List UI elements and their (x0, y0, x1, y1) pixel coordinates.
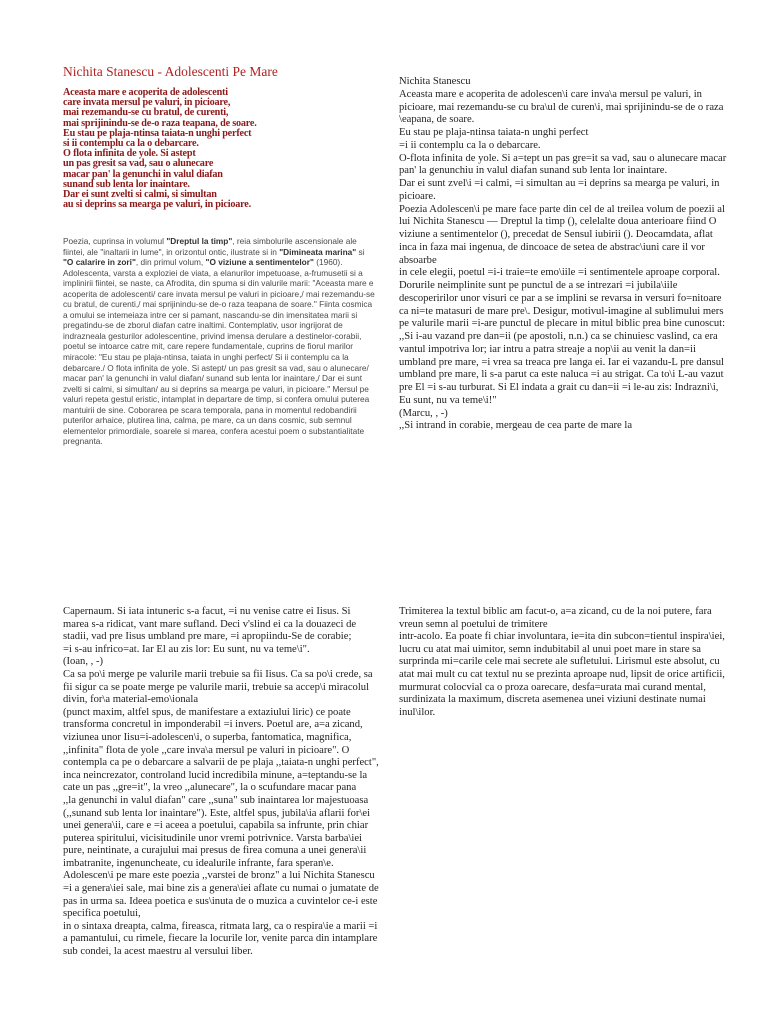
paragraph: Ca sa po\i merge pe valurile marii trebuie sa fii Iisus. Ca sa po\i crede, sa fii sigur ca se poate merge pe valurile marii, trebuie sa accep\i miracolul divin, for\a material-emo\ionala (63, 668, 373, 706)
essay-part: , reia simbolurile ascensionale ale fiintei, ale "inaltarii in lume", in orizontul ontic, ilustrate si in (63, 236, 357, 257)
poem-line: un pas gresit sa vad, sau o alunecare (63, 158, 214, 170)
page-title: Nichita Stanescu - Adolescenti Pe Mare (63, 64, 278, 79)
paragraph: (punct maxim, altfel spus, de manifestare a extaziului liric) ce poate transforma concretul in imponderabil =i invers. Poetul are, a=a zicand, viziunea unor Iisu=i-adolescen\i, o superba, fantomatica, magnifica, ,,infinita" flota de yole ,,care inva\a mersul pe valuri in picioare". O contempla ca pe o debarcare a salvarii de pe plaja ,,taiata-n unghi perfect", inca neincrezator, controland lucid incredibila minune, a=teptandu-se la cate un pas ,,gre=it", la vreo ,,alunecare", la o scufundare macar pana (63, 706, 379, 794)
essay-part: (1960). Adolescenta, varsta a exploziei de viata, a elanurilor impetuoase, a-frumusetii si a implinirii fiintei, se naste, ca Afrodita, din spuma si din valurile marii: "Aceasta mare e acoperita de adolescenti/ care invata mersul pe valuri in picioare,/ mai rezemandu-se cu bratul, de curenti,/ mai sprijinindu-se de-o raza teapana de soare." Fiinta cosmica a omului se intemeiaza intre cer si pamant, nascandu-se din imensitatea marii si pregatindu-se de zborul diafan catre inaltimi. Contemplativ, usor ingrijorat de indrazneala gesturilor adolescentine, privind imensa derulare a destinelor-corabii, poetul se intoarce catre mit, care repere fundamentale, cuprins de fiorul marilor miracole: "Eu stau pe plaja-ntinsa, taiata in unghi perfect/ Si ii contemplu ca la debarcare./ O flota infinita de yole. Si astept/ un pas gresit sa vad, sau o alunecare/ macar pan' la genunchi in valul diafan/ sunand sub lenta lor inaintare,/ Dar ei sunt zvelti si calmi, si simultan/ au si deprins sa mearga pe valuri, in picioare." Mersul pe valuri repeta gestul eristic, intamplat in departare de timp, si confera omului puterea mantuirii de sine. Coborarea pe scara temporala, pana in momentul redobandirii puterilor arhaice, plutirea lina, calma, pe mare, ca un dans cosmic, sub semnul elementelor primordiale, soarele si marea, confera acestui poem o substantialitate pregnanta. (63, 257, 375, 447)
paragraph: =i s-au infrico=at. Iar El au zis lor: Eu sunt, nu va teme\i". (63, 643, 310, 655)
paragraph: Eu stau pe plaja-ntinsa taiata-n unghi perfect (399, 127, 589, 138)
poem-title-ref: "Dimineata marina" (279, 246, 357, 257)
paragraph: ,,Si i-au vazand pre dan=ii (pe apostoli, n.n.) ca se chinuiesc vaslind, ca era vantul impotriva lor; iar intru a patra streaje a nop\ii au venit la dan=ii umbland pre mare, =i vrea sa treaca pre langa ei. Iar ei vazandu-L pre dansul umbland pre mare, li s-a parut ca este naluca =i au strigat. Ca to\i L-au vazut pre El =i s-au turburat. Si El indata a grait cu dan=ii =i le-au zis: Indrazni\i, Eu sunt, nu va teme\i!" (399, 331, 724, 406)
paragraph: Capernaum. Si iata intuneric s-a facut, =i nu venise catre ei Iisus. Si marea s-a ridicat, vant mare sufland. Deci v'slind ei ca la douazeci de stadii, vad pre Iisus umbland pre mare, =i apropiindu-Se de corabie; (63, 606, 357, 643)
essay-part: si (356, 246, 365, 257)
paragraph: =i ii contemplu ca la o debarcare. (399, 139, 541, 151)
citation: (Marcu, , -) (399, 407, 448, 419)
essay-part: , din primul volum, (135, 257, 206, 268)
paragraph: ,,Si intrand in corabie, mergeau de cea parte de mare la (399, 420, 633, 432)
paragraph: intr-acolo. Ea poate fi chiar involuntara, ie=ita din subcon=tientul inspira\iei, lucru cu atat mai uimitor, semn indubitabil al unui poet mare in stare sa surprinda mi=carile cele mai secrete ale sufletului. Lirismul este absolut, cu atat mai mult cu cat textul nu se prezinta aproape nud, lipsit de orice artificii, murmurat colocvial ca o proza oarecare, desfa=urata mai curand mental, surdinizata la maximum, discreta asemenea unei viziuni destinate numai inul\ilor. (399, 631, 725, 718)
poem-line: Eu stau pe plaja-ntinsa taiata-n unghi perfect (63, 127, 252, 139)
poem-line: Dar ei sunt zvelti si calmi, si simultan (63, 189, 217, 201)
poem-line: mai sprijinindu-se de-o raza teapana, de soare. (63, 117, 257, 129)
paragraph: in cele elegii, poetul =i-i traie=te emo\iile =i sentimentele aproape corporal. Dorurile neimplinite sunt pe punctul de a se intrezari =i jubila\iile descoperirilor unor visuri ce par a se implini se revarsa in versuri fo=nitoare ca ni=te matasuri de mare pre\. Desigur, motivul-imagine al sublimului mers pe valurile marii =i-are punctul de plecare in mitul biblic prea bine cunoscut: (399, 267, 726, 330)
paragraph: Dar ei sunt zvel\i =i calmi, =i simultan au =i deprins sa mearga pe valuri, in picioare. (399, 178, 720, 202)
poem-line: macar pan' la genunchi in valul diafan (63, 168, 223, 180)
volume-title: "Dreptul la timp" (166, 236, 233, 246)
poem-line: au si deprins sa mearga pe valuri, in picioare. (63, 199, 251, 211)
paragraph: Aceasta mare e acoperita de adolescen\i care inva\a mersul pe valuri, in picioare, mai rezemandu-se cu bra\ul de curen\i, mai sprijinindu-se de o raza \eapana, de soare. (399, 88, 724, 126)
right-column-top (399, 76, 732, 433)
bottom-right-column (399, 606, 732, 719)
paragraph: ,,la genunchi in valul diafan" care ,,suna" sub inaintarea lor majestuoasa (,,sunand sub lenta lor inaintare"). Este, altfel spus, jubila\ia aflarii for\ei unei genera\ii, care e =i aceea a poetului, capabila sa infrunte, prin chiar puterea spiritului, vicisitudinile unor vremi potrivnice. Varsta barba\iei pure, neintinate, a curajului mai presus de firea comuna a unei genera\ii imbatranite, ingenuncheate, cu idealurile infrante, fara speran\e. (63, 794, 371, 869)
volume-title: "O viziune a sentimentelor" (205, 257, 314, 268)
poem-line: mai rezemandu-se cu bratul, de curenti, (63, 107, 229, 119)
poem-line: Aceasta mare e acoperita de adolescenti (63, 87, 228, 98)
paragraph: Trimiterea la textul biblic am facut-o, a=a zicand, cu de la noi putere, fara vreun semn al poetului de trimitere (399, 606, 712, 630)
citation: (Ioan, , -) (63, 656, 104, 668)
poem-title-ref: "O calarire in zori" (63, 257, 136, 268)
poem-line: si ii contemplu ca la o debarcare. (63, 138, 199, 150)
bottom-left-column (63, 606, 379, 959)
poem-line: care invata mersul pe valuri, in picioare, (63, 97, 231, 109)
paragraph: in o sintaxa dreapta, calma, fireasca, ritmata larg, ca o respira\ie a marii =i a pamantului, cu rimele, fiecare la locurile lor, venite parca din intamplare sub condei, la acest maestru al versului liber. (63, 920, 378, 958)
poem-block (63, 88, 373, 210)
poem-line: O flota infinita de yole. Si astept (63, 148, 196, 160)
paragraph: Adolescen\i pe mare este poezia ,,varstei de bronz" a lui Nichita Stanescu =i a genera\iei sale, mai bine zis a genera\iei aflate cu numai o jumatate de pas in urma sa. Ideea poetica e sus\inuta de o muzica a cuvintelor ce-i este specifica poetului, (63, 870, 379, 920)
essay-text (63, 236, 375, 447)
paragraph: Poezia Adolescen\i pe mare face parte din cel de al treilea volum de poezii al lui Nichita Stanescu — Dreptul la timp (), celelalte doua anterioare fiind O viziune a sentimentelor (), precedat de Sensul iubirii (). Deocamdata, aflat inca in faza mai ingenua, de dincoace de setea de abstrac\iuni care il vor absoarbe (399, 203, 725, 266)
essay-part: Poezia, cuprinsa in volumul (63, 236, 167, 246)
author-name: Nichita Stanescu (399, 76, 471, 87)
poem-line: sunand sub lenta lor inaintare. (63, 178, 190, 190)
paragraph: O-flota infinita de yole. Si a=tept un pas gre=it sa vad, sau o alunecare macar pan' la genunchiu in valul diafan sunand sub lenta lor inaintare. (399, 152, 727, 177)
